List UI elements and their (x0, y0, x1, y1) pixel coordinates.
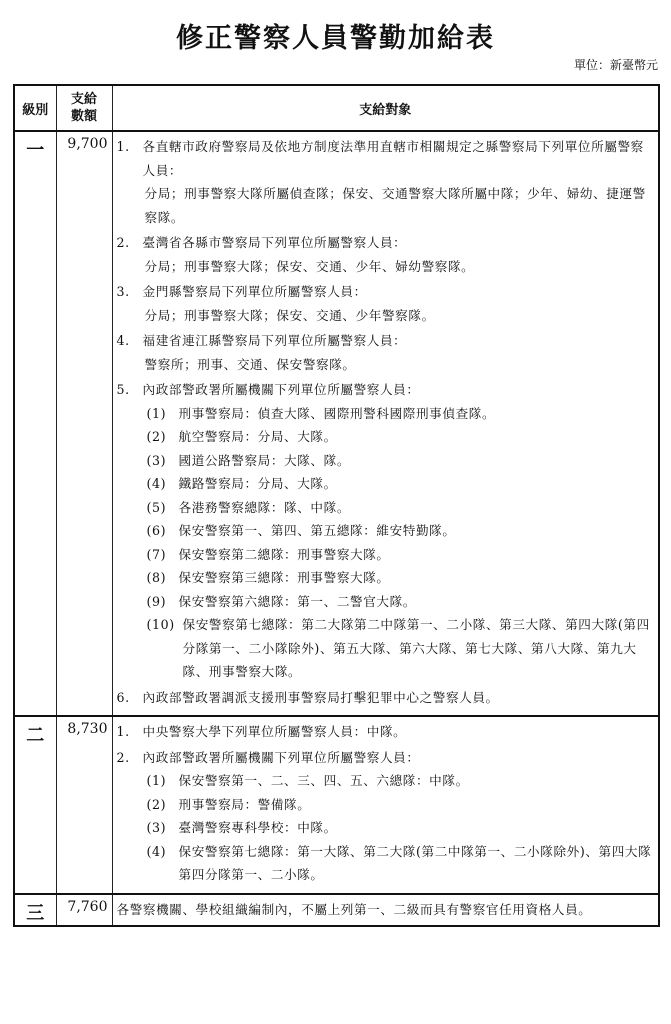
level-cell: 三 (14, 894, 56, 927)
item-text: 中央警察大學下列單位所屬警察人員：中隊。 (142, 724, 407, 739)
sub-item (143, 769, 655, 793)
header-level: 級別 (14, 85, 56, 131)
sub-item-number: (4) (146, 843, 167, 859)
item-number: 1. (116, 724, 130, 739)
sub-item-number: (3) (146, 820, 167, 835)
sub-item-text: 保安警察第七總隊：第二大隊第二中隊第一、二小隊、第三大隊、第四大隊(第四分隊第一、二小隊除外)、第五大隊、第六大隊、第七大隊、第八大隊、第九大隊、刑事警察大隊。 (182, 617, 650, 679)
sub-item-text: 保安警察第二總隊：刑事警察大隊。 (178, 546, 390, 562)
amount-cell: 7,760 (56, 894, 112, 927)
sub-item (143, 402, 655, 426)
sub-item-number: (1) (146, 405, 167, 421)
list-item (117, 720, 655, 744)
list-item (117, 378, 655, 684)
item-text: 各警察機關、學校組織編制內，不屬上列第一、二級而具有警察官任用資格人員。 (116, 901, 592, 917)
sub-item-text: 刑事警察局：警備隊。 (178, 796, 311, 812)
item-number: 1. (116, 139, 130, 154)
item-text: 臺灣省各縣市警察局下列單位所屬警察人員： (142, 235, 407, 250)
list-item (117, 280, 655, 327)
sub-item-text: 航空警察局：分局、大隊。 (178, 429, 337, 444)
item-number: 2. (116, 235, 130, 250)
sub-item-number: (9) (146, 593, 167, 609)
sub-item-number: (8) (146, 570, 167, 585)
list-item (117, 329, 655, 376)
item-number: 3. (116, 284, 130, 299)
item-text: 內政部警政署所屬機關下列單位所屬警察人員： (142, 749, 420, 765)
sub-item-text: 保安警察第一、二、三、四、五、六總隊：中隊。 (178, 773, 469, 788)
sub-item-text: 臺灣警察專科學校：中隊。 (178, 820, 337, 835)
sub-item (143, 425, 655, 449)
item-number: 2. (116, 749, 130, 765)
sub-item-number: (2) (146, 796, 167, 812)
sub-item-number: (5) (146, 499, 167, 515)
item-text: 內政部警政署所屬機關下列單位所屬警察人員： (142, 382, 420, 397)
sub-item (143, 566, 655, 590)
amount-cell: 9,700 (56, 131, 112, 716)
list-item (117, 231, 655, 278)
level-cell: 一 (14, 131, 56, 716)
sub-item-text: 刑事警察局：偵查大隊、國際刑警科國際刑事偵查隊。 (178, 405, 496, 421)
sub-item-number: (3) (146, 452, 167, 468)
table-header-row (14, 85, 659, 131)
table-row (14, 131, 659, 716)
sub-item-number: (2) (146, 429, 167, 444)
sub-item-text: 國道公路警察局：大隊、隊。 (178, 452, 351, 468)
item-text: 各直轄市政府警察局及依地方制度法準用直轄市相關規定之縣警察局下列單位所屬警察人員： (142, 139, 644, 178)
sub-item-number: (4) (146, 476, 167, 491)
sub-item (143, 793, 655, 817)
sub-item (143, 816, 655, 840)
table-row (14, 894, 659, 927)
item-number: 5. (116, 382, 130, 397)
list-item (117, 135, 655, 229)
header-target: 支給對象 (112, 85, 659, 131)
header-amount-label: 支給數額 (70, 92, 97, 124)
sub-item (143, 496, 655, 520)
target-cell (112, 716, 659, 894)
page-title: 修正警察人員警勤加給表 (176, 23, 495, 54)
sub-item-text: 各港務警察總隊：隊、中隊。 (178, 499, 351, 515)
sub-item-number: (10) (146, 617, 175, 632)
item-text: 內政部警政署調派支援刑事警察局打擊犯罪中心之警察人員。 (142, 689, 499, 705)
item-detail: 分局；刑事警察大隊；保安、交通、少年警察隊。 (144, 307, 435, 323)
target-cell (112, 894, 659, 927)
sub-item-text: 保安警察第六總隊：第一、二警官大隊。 (178, 593, 416, 609)
level-cell: 二 (14, 716, 56, 894)
sub-item-number: (6) (146, 523, 167, 538)
item-detail: 分局；刑事警察大隊；保安、交通、少年、婦幼警察隊。 (144, 258, 475, 274)
sub-item-text: 保安警察第一、第四、第五總隊：維安特勤隊。 (178, 523, 456, 538)
list-item (117, 686, 655, 710)
item-text: 福建省連江縣警察局下列單位所屬警察人員： (142, 333, 407, 348)
item-number: 6. (116, 689, 130, 705)
sub-item (143, 590, 655, 614)
item-text: 金門縣警察局下列單位所屬警察人員： (142, 284, 367, 299)
item-detail: 分局；刑事警察大隊所屬偵查隊；保安、交通警察大隊所屬中隊；少年、婦幼、捷運警察隊。 (144, 186, 646, 225)
sub-item (143, 613, 655, 684)
sub-item (143, 543, 655, 567)
sub-item (143, 472, 655, 496)
sub-item (143, 449, 655, 473)
item-number: 4. (116, 333, 130, 348)
amount-cell: 8,730 (56, 716, 112, 894)
table-row (14, 716, 659, 894)
sub-item-text: 鐵路警察局：分局、大隊。 (178, 476, 337, 491)
header-amount (56, 85, 112, 131)
allowance-table (13, 84, 660, 927)
sub-item (143, 840, 655, 887)
sub-item-text: 保安警察第七總隊：第一大隊、第二大隊(第二中隊第一、二小隊除外)、第四大隊第四分隊第一、二小隊。 (178, 843, 652, 882)
list-item (117, 746, 655, 887)
sub-item (143, 519, 655, 543)
unit-note: 單位：新臺幣元 (573, 58, 658, 72)
sub-item-number: (7) (146, 546, 167, 562)
sub-item-text: 保安警察第三總隊：刑事警察大隊。 (178, 570, 390, 585)
item-detail: 警察所；刑事、交通、保安警察隊。 (144, 356, 356, 372)
sub-item-number: (1) (146, 773, 167, 788)
target-cell (112, 131, 659, 716)
